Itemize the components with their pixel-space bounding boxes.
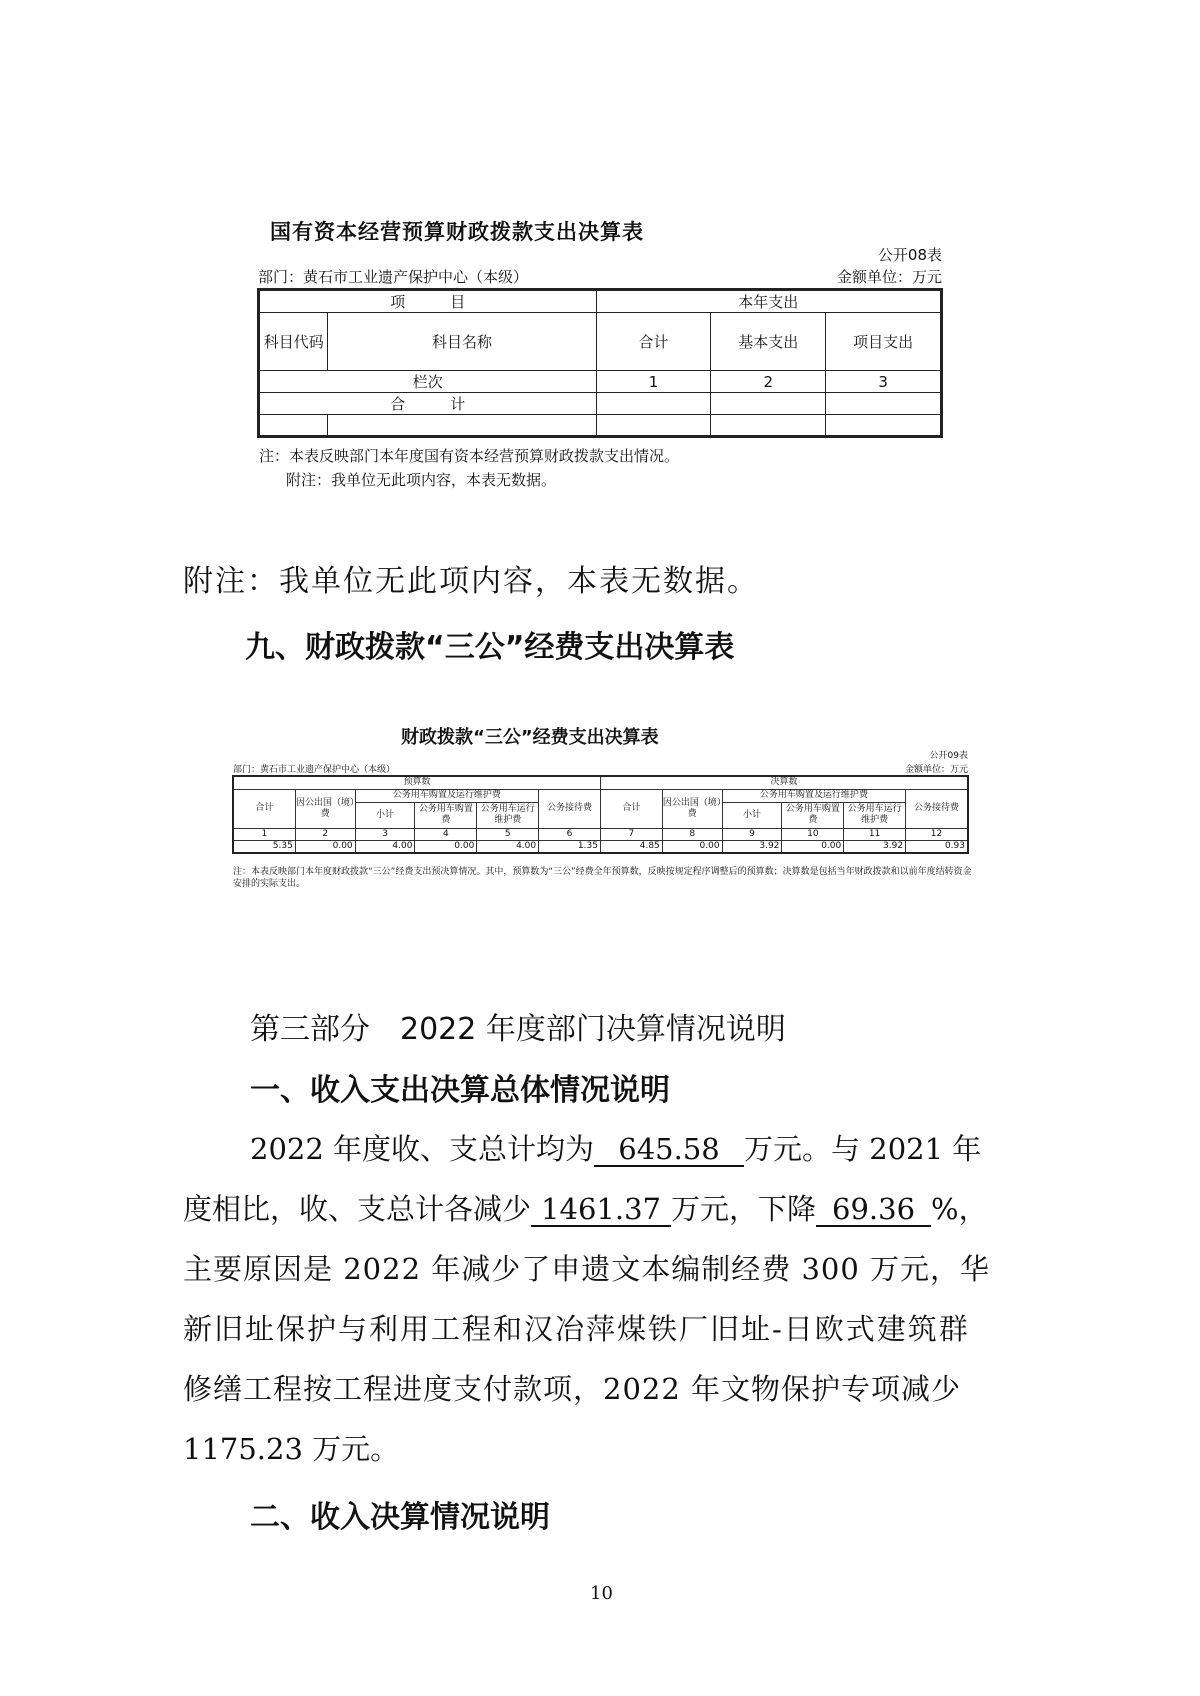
total-amount: 645.58	[594, 1133, 744, 1167]
t9-value: 4.00	[477, 840, 539, 853]
t9-lanci: 6	[539, 828, 601, 840]
table08-code: 公开08表	[877, 246, 942, 264]
paragraph-text: %，	[931, 1192, 988, 1226]
section-heading-nine: 九、财政拨款“三公”经费支出决算表	[245, 630, 735, 665]
t8-col-name: 科目名称	[328, 313, 596, 371]
t9-value: 3.92	[844, 840, 906, 853]
part-three-heading: 第三部分 2022 年度部门决算情况说明	[250, 1012, 786, 1047]
paragraph-line	[250, 1127, 981, 1168]
paragraph-text: 2022 年度收、支总计均为	[250, 1132, 595, 1166]
t8-cell	[826, 415, 942, 437]
paragraph-line	[183, 1187, 988, 1228]
paragraph-line: 修缮工程按工程进度支付款项，2022 年文物保护专项减少	[183, 1372, 962, 1406]
t9-col-reception: 公务接待费	[539, 789, 601, 828]
decrease-percent: 69.36	[816, 1193, 931, 1227]
t9-value: 4.85	[600, 840, 662, 853]
t9-value: 0.00	[782, 840, 844, 853]
t8-cell	[328, 415, 596, 437]
table09-note: 注：本表反映部门本年度财政拨款“三公”经费支出预决算情况。其中，预算数为“三公”经费全年预算数，反映按规定程序调整后的预算数；决算数是包括当年财政拨款和以前年度结转资金安排的实际支出。	[233, 867, 972, 889]
t8-header-year: 本年支出	[596, 290, 941, 313]
t8-cell	[711, 415, 826, 437]
t9-col-car-group-final: 公务用车购置及运行维护费	[722, 789, 905, 802]
t9-col-subtotal: 小计	[355, 802, 415, 828]
t8-col-code: 科目代码	[259, 313, 328, 371]
t9-lanci: 2	[295, 828, 355, 840]
decrease-amount: 1461.37	[531, 1193, 671, 1227]
section-heading-two: 二、收入决算情况说明	[250, 1500, 550, 1535]
t9-col-subtotal-final: 小计	[722, 802, 782, 828]
t9-col-reception-final: 公务接待费	[906, 789, 968, 828]
t9-lanci: 8	[662, 828, 722, 840]
table08-note-2: 附注：我单位无此项内容，本表无数据。	[286, 471, 557, 489]
t9-lanci: 11	[844, 828, 906, 840]
t9-value: 4.00	[355, 840, 415, 853]
t9-col-car-buy-final: 公务用车购置费	[782, 802, 844, 828]
t8-lanci-3: 3	[826, 371, 942, 393]
t9-col-car-group: 公务用车购置及运行维护费	[355, 789, 538, 802]
table09	[232, 775, 969, 854]
t9-lanci: 10	[782, 828, 844, 840]
t8-cell	[596, 393, 711, 415]
t9-lanci: 5	[477, 828, 539, 840]
t9-lanci: 9	[722, 828, 782, 840]
t9-col-abroad: 因公出国（境）费	[295, 789, 355, 828]
t9-col-car-buy: 公务用车购置费	[415, 802, 477, 828]
t9-col-total-final: 合计	[600, 789, 662, 828]
table08-note: 注：本表反映部门本年度国有资本经营预算财政拨款支出情况。	[259, 447, 680, 465]
fuzhu-paragraph: 附注：我单位无此项内容，本表无数据。	[183, 564, 759, 599]
paragraph-text: 度相比，收、支总计各减少	[183, 1192, 532, 1226]
t9-lanci: 4	[415, 828, 477, 840]
t9-value: 3.92	[722, 840, 782, 853]
t9-col-car-run: 公务用车运行维护费	[477, 802, 539, 828]
table08	[257, 288, 943, 438]
paragraph-text: 万元，下降	[671, 1192, 817, 1226]
t9-value: 0.00	[662, 840, 722, 853]
t9-col-total: 合计	[233, 789, 295, 828]
table08-dept: 部门：黄石市工业遗产保护中心（本级）	[258, 268, 529, 286]
t8-cell	[596, 415, 711, 437]
t9-lanci: 12	[906, 828, 968, 840]
t8-lanci-1: 1	[596, 371, 711, 393]
table08-title: 国有资本经营预算财政拨款支出决算表	[270, 220, 644, 244]
t9-budget-header: 预算数	[233, 776, 600, 789]
t9-lanci: 1	[233, 828, 295, 840]
t8-lanci-2: 2	[711, 371, 826, 393]
t9-lanci: 7	[600, 828, 662, 840]
table09-dept: 部门：黄石市工业遗产保护中心（本级）	[233, 765, 396, 775]
paragraph-line: 1175.23 万元。	[183, 1432, 400, 1466]
t8-cell	[259, 415, 328, 437]
table09-unit: 金额单位：万元	[904, 765, 968, 775]
t9-lanci: 3	[355, 828, 415, 840]
t9-col-abroad-final: 因公出国（境）费	[662, 789, 722, 828]
t8-col-basic: 基本支出	[711, 313, 826, 371]
t9-value: 5.35	[233, 840, 295, 853]
t9-value: 0.00	[295, 840, 355, 853]
t8-col-total: 合计	[596, 313, 711, 371]
paragraph-text: 万元。与 2021 年	[744, 1132, 982, 1166]
t9-col-car-run-final: 公务用车运行维护费	[844, 802, 906, 828]
table08-unit: 金额单位：万元	[836, 268, 942, 286]
t8-header-item: 项 目	[259, 290, 597, 313]
t8-row-total: 合 计	[259, 393, 597, 415]
paragraph-line: 主要原因是 2022 年减少了申遗文本编制经费 300 万元，华	[183, 1252, 991, 1286]
section-heading-one: 一、收入支出决算总体情况说明	[250, 1073, 670, 1108]
t9-value: 0.00	[415, 840, 477, 853]
t8-cell	[826, 393, 942, 415]
t8-cell	[711, 393, 826, 415]
page-number: 10	[590, 1583, 613, 1604]
t8-row-lanci: 栏次	[259, 371, 597, 393]
table09-code: 公开09表	[929, 751, 968, 761]
t9-value: 0.93	[906, 840, 968, 853]
t9-value: 1.35	[539, 840, 601, 853]
paragraph-line: 新旧址保护与利用工程和汉冶萍煤铁厂旧址-日欧式建筑群	[183, 1312, 970, 1346]
table09-title: 财政拨款“三公”经费支出决算表	[401, 727, 659, 748]
t8-col-project: 项目支出	[826, 313, 942, 371]
t9-final-header: 决算数	[600, 776, 968, 789]
